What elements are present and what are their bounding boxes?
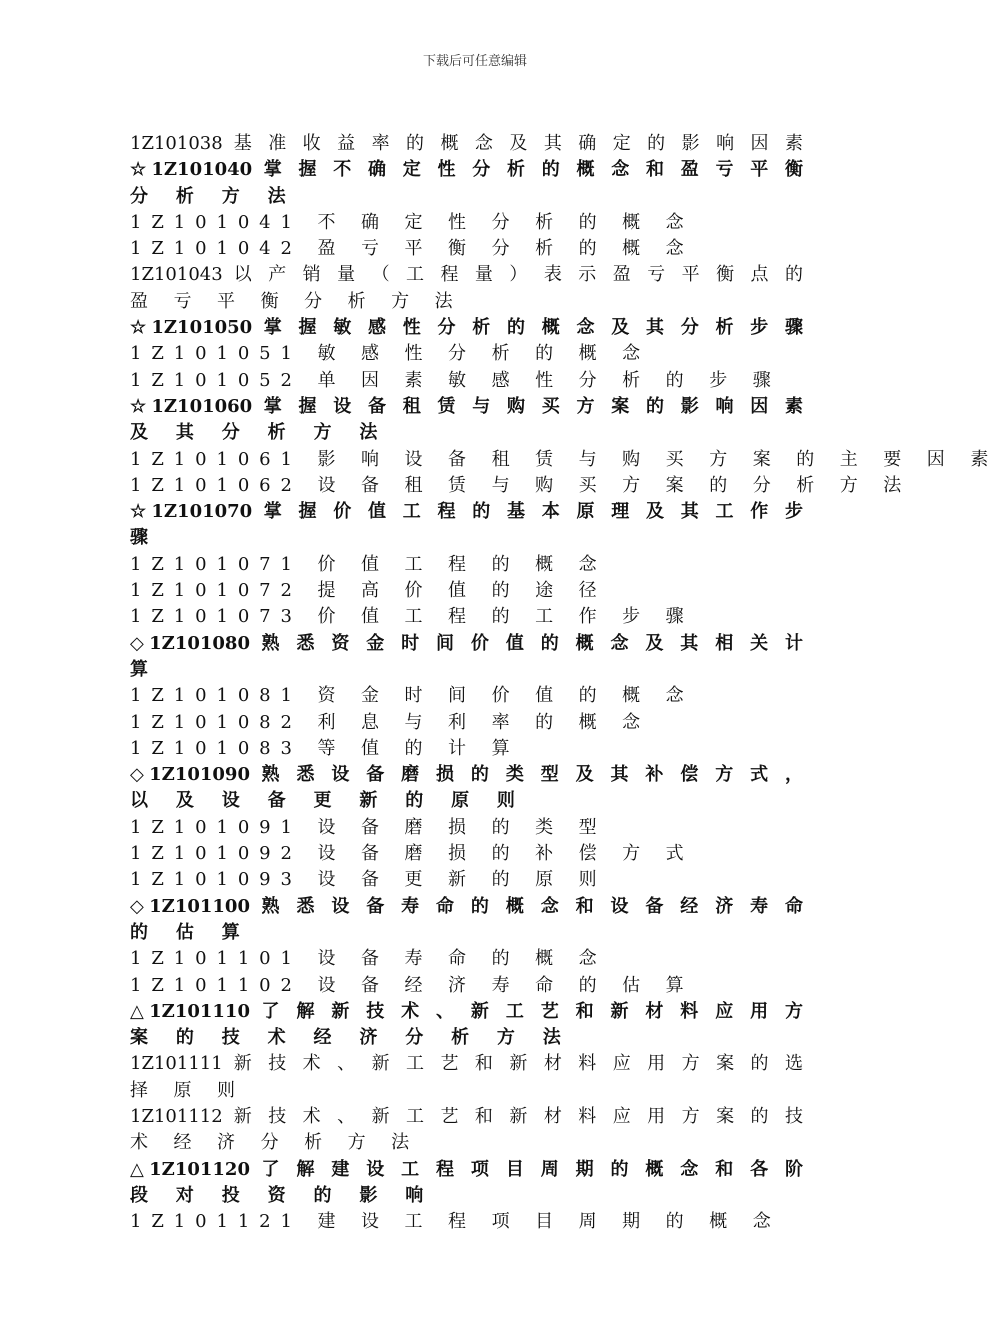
outline-content — [130, 131, 998, 1235]
section-heading-line: 分 析 方 法 — [130, 185, 297, 207]
section-heading-line: 案 的 技 术 经 济 分 析 方 法 — [130, 1027, 572, 1049]
subsection-line: 1Z101052 单 因 素 敏 感 性 分 析 的 步 骤 — [130, 369, 781, 391]
subsection-line: 1Z101073 价 值 工 程 的 工 作 步 骤 — [130, 606, 694, 628]
subsection-line: 1Z101121 建 设 工 程 项 目 周 期 的 概 念 — [130, 1211, 781, 1233]
section-heading-line: 骤 — [130, 527, 159, 549]
subsection-line: 1Z101082 利 息 与 利 率 的 概 念 — [130, 711, 651, 733]
section-heading-line: ◇1Z101080 熟 悉 资 金 时 间 价 值 的 概 念 及 其 相 关 计 — [130, 632, 803, 654]
subsection-line: 1Z101042 盈 亏 平 衡 分 析 的 概 念 — [130, 238, 694, 260]
subsection-line: 1Z101101 设 备 寿 命 的 概 念 — [130, 948, 607, 970]
section-heading-line: 段 对 投 资 的 影 响 — [130, 1184, 434, 1206]
section-heading-line: ◇1Z101090 熟 悉 设 备 磨 损 的 类 型 及 其 补 偿 方 式 ， — [130, 764, 803, 786]
section-heading-line: 及 其 分 析 方 法 — [130, 422, 389, 444]
section-heading-line: ☆1Z101060 掌 握 设 备 租 赁 与 购 买 方 案 的 影 响 因 素 — [130, 395, 803, 417]
section-heading-line: 的 估 算 — [130, 921, 251, 943]
subsection-line: 盈 亏 平 衡 分 析 方 法 — [130, 290, 463, 312]
page-header: 下载后可任意编辑 — [422, 54, 527, 69]
section-heading-line: △1Z101120 了 解 建 设 工 程 项 目 周 期 的 概 念 和 各 阶 — [130, 1158, 803, 1180]
subsection-line: 1Z101102 设 备 经 济 寿 命 的 估 算 — [130, 974, 694, 996]
subsection-line: 1Z101092 设 备 磨 损 的 补 偿 方 式 — [130, 843, 694, 865]
subsection-line: 1Z101093 设 备 更 新 的 原 则 — [130, 869, 607, 891]
subsection-line: 1Z101111 新 技 术 、 新 工 艺 和 新 材 料 应 用 方 案 的 选 — [130, 1053, 803, 1075]
section-heading-line: ☆1Z101040 掌 握 不 确 定 性 分 析 的 概 念 和 盈 亏 平 衡 — [130, 159, 803, 181]
subsection-line: 1Z101081 资 金 时 间 价 值 的 概 念 — [130, 685, 694, 707]
subsection-line: 1Z101062 设 备 租 赁 与 购 买 方 案 的 分 析 方 法 — [130, 474, 912, 496]
subsection-line: 1Z101041 不 确 定 性 分 析 的 概 念 — [130, 211, 694, 233]
section-heading-line: △1Z101110 了 解 新 技 术 、 新 工 艺 和 新 材 料 应 用 方 — [130, 1000, 803, 1022]
subsection-line: 1Z101112 新 技 术 、 新 工 艺 和 新 材 料 应 用 方 案 的 技 — [130, 1105, 803, 1127]
section-heading-line: ◇1Z101100 熟 悉 设 备 寿 命 的 概 念 和 设 备 经 济 寿 命 — [130, 895, 803, 917]
subsection-line: 术 经 济 分 析 方 法 — [130, 1132, 420, 1154]
subsection-line: 1Z101071 价 值 工 程 的 概 念 — [130, 553, 607, 575]
subsection-line: 1Z101091 设 备 磨 损 的 类 型 — [130, 816, 607, 838]
section-heading-line: 算 — [130, 658, 159, 680]
subsection-line: 1Z101043 以 产 销 量 （ 工 程 量 ） 表 示 盈 亏 平 衡 点 的 — [130, 264, 803, 286]
subsection-line: 1Z101038 基 准 收 益 率 的 概 念 及 其 确 定 的 影 响 因 素 — [130, 133, 803, 154]
subsection-line: 择 原 则 — [130, 1079, 245, 1101]
section-heading-line: ☆1Z101070 掌 握 价 值 工 程 的 基 本 原 理 及 其 工 作 步 — [130, 501, 803, 523]
section-heading-line: 以 及 设 备 更 新 的 原 则 — [130, 790, 526, 812]
subsection-line: 1Z101051 敏 感 性 分 析 的 概 念 — [130, 343, 651, 365]
section-heading-line: ☆1Z101050 掌 握 敏 感 性 分 析 的 概 念 及 其 分 析 步 骤 — [130, 317, 803, 339]
subsection-line: 1Z101072 提 高 价 值 的 途 径 — [130, 580, 607, 602]
subsection-line: 1Z101061 影 响 设 备 租 赁 与 购 买 方 案 的 主 要 因 素 — [130, 448, 998, 470]
subsection-line: 1Z101083 等 值 的 计 算 — [130, 737, 520, 759]
